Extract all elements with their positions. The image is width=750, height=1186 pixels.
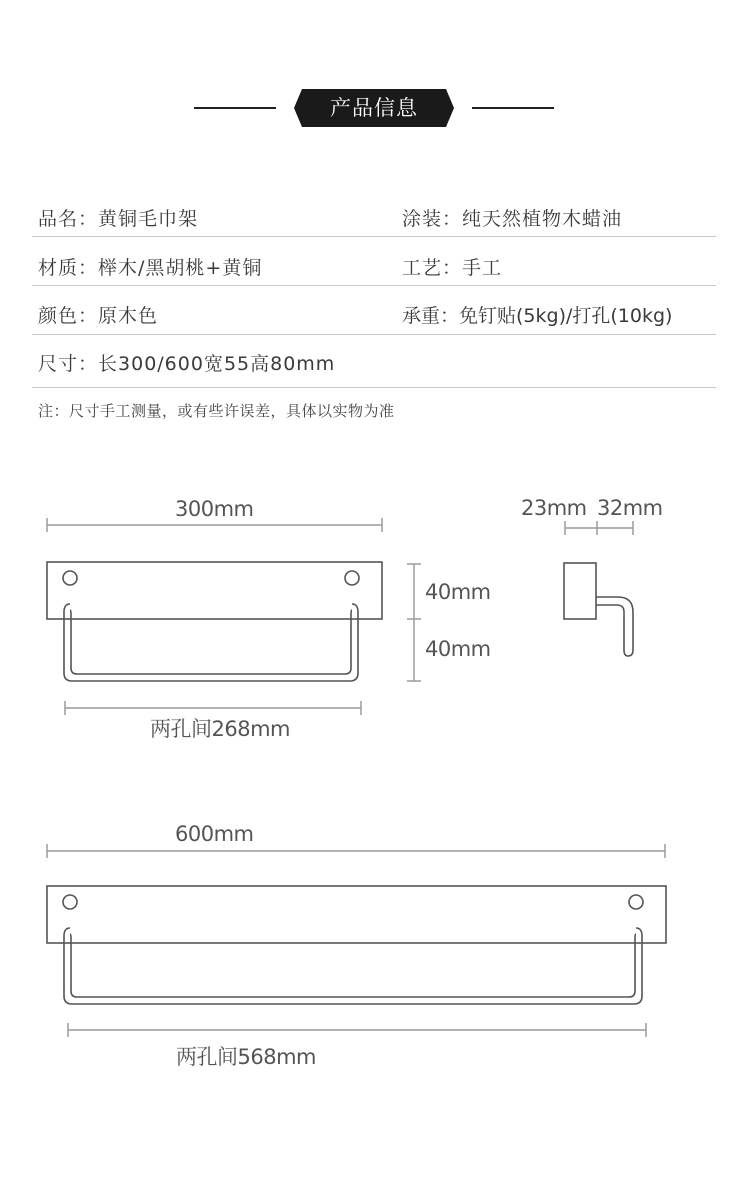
dimension-line-height bbox=[407, 564, 421, 681]
value-color: 原木色 bbox=[98, 305, 159, 327]
value-name: 黄铜毛巾架 bbox=[98, 208, 199, 230]
value-load: 免钉贴(5kg)/打孔(10kg) bbox=[459, 305, 673, 327]
width-label-600: 600mm bbox=[175, 822, 254, 846]
side-wood-board bbox=[564, 563, 596, 619]
label-color: 颜色： bbox=[38, 305, 99, 327]
value-finish: 纯天然植物木蜡油 bbox=[462, 208, 623, 230]
towel-rack-600-front bbox=[47, 886, 666, 1004]
value-craft: 手工 bbox=[462, 257, 503, 279]
hole-spacing-label-568: 两孔间568mm bbox=[176, 1045, 316, 1069]
side-brass-bar bbox=[596, 597, 633, 656]
wood-board bbox=[47, 562, 382, 619]
dimension-line-depth bbox=[565, 521, 633, 535]
label-material: 材质： bbox=[38, 257, 99, 279]
dimension-line-600 bbox=[47, 844, 665, 858]
label-size: 尺寸： bbox=[38, 353, 99, 375]
height-label-top: 40mm bbox=[425, 580, 491, 604]
brass-bar-outer-large bbox=[64, 928, 642, 1004]
measurement-note: 注：尺寸手工测量，或有些许误差，具体以实物为准 bbox=[38, 402, 395, 420]
depth-label-32: 32mm bbox=[597, 496, 663, 520]
depth-label-23: 23mm bbox=[521, 496, 587, 520]
brass-bar-outer bbox=[64, 604, 358, 681]
value-size: 长300/600宽55高80mm bbox=[98, 353, 336, 375]
hole-spacing-label-268: 两孔间268mm bbox=[150, 717, 290, 741]
mount-hole-left bbox=[63, 895, 77, 909]
mount-hole-left bbox=[63, 571, 77, 585]
label-load: 承重： bbox=[402, 305, 460, 327]
label-name: 品名： bbox=[38, 208, 99, 230]
height-label-bottom: 40mm bbox=[425, 637, 491, 661]
page-title: 产品信息 bbox=[330, 96, 418, 120]
towel-rack-side-view bbox=[564, 563, 633, 656]
label-finish: 涂装： bbox=[402, 208, 463, 230]
dimension-line-568 bbox=[68, 1023, 646, 1037]
label-craft: 工艺： bbox=[402, 257, 463, 279]
mount-hole-right bbox=[629, 895, 643, 909]
width-label-300: 300mm bbox=[175, 497, 254, 521]
mount-hole-right bbox=[345, 571, 359, 585]
wood-board-large bbox=[47, 886, 666, 943]
value-material: 榉木/黑胡桃+黄铜 bbox=[98, 257, 263, 279]
towel-rack-300-front bbox=[47, 562, 382, 681]
